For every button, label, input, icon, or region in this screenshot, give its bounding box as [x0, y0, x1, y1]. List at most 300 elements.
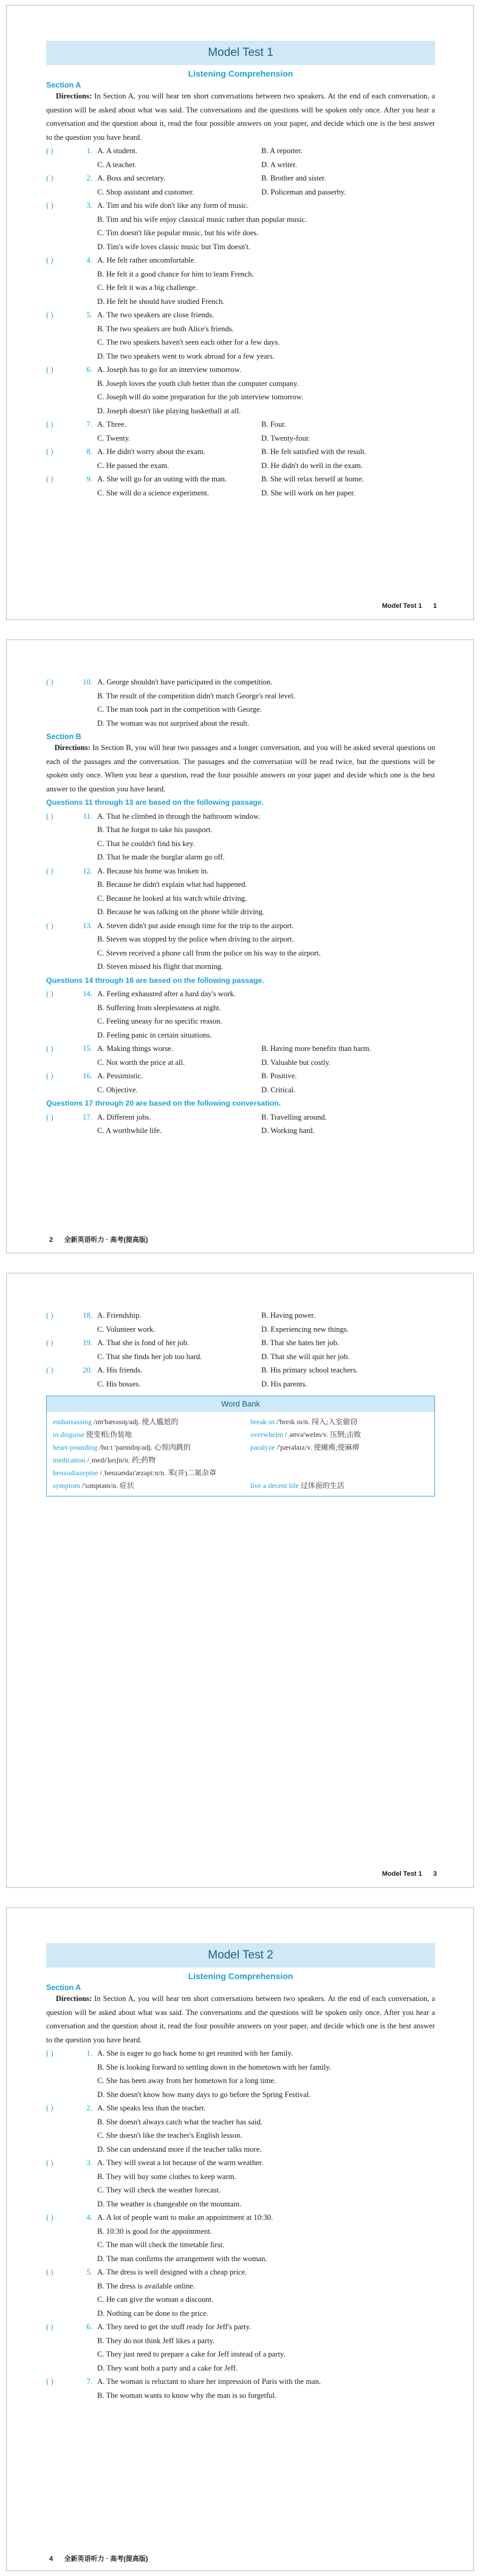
answer-blank: [46, 2225, 74, 2239]
answer-blank[interactable]: ( ): [46, 1338, 53, 1347]
option: A. A lot of people want to make an appointment at 10:30.: [97, 2213, 273, 2222]
directions: [46, 1992, 435, 2047]
question-item: [46, 1309, 435, 1336]
answer-blank[interactable]: ( ): [46, 811, 53, 821]
word-bank-entry: [250, 1467, 433, 1479]
page-4: [6, 1907, 474, 2571]
option: C. Feeling uneasy for no specific reason.: [97, 1017, 222, 1025]
question-number: 12.: [83, 866, 92, 875]
option-row: [46, 213, 435, 227]
option: C. He passed the exam.: [97, 461, 170, 470]
answer-blank: [46, 2074, 74, 2088]
question-list: [46, 1111, 435, 1138]
option: D. Critical.: [261, 1085, 296, 1094]
option: B. That he forgot to take his passport.: [97, 825, 213, 834]
answer-blank[interactable]: ( ): [46, 2049, 53, 2058]
option-pair: [97, 472, 425, 486]
question-number: [74, 2334, 97, 2348]
word: paralyze: [250, 1443, 275, 1452]
answer-blank: [46, 1350, 74, 1364]
option: C. The man will check the timetable first.: [97, 2240, 225, 2249]
word-bank-entry: [250, 1454, 433, 1467]
option-row: [46, 199, 435, 213]
answer-blank[interactable]: ( ): [46, 146, 53, 155]
word-definition: /ˌmedɪ'keɪʃn/n. 药;药物: [87, 1456, 156, 1464]
word-definition: 过体面的生活: [300, 1481, 345, 1490]
question-number: [74, 2115, 97, 2129]
option-row: [46, 2183, 435, 2197]
option-row: [46, 919, 435, 933]
option-row: [46, 2088, 435, 2102]
option-pair: [97, 158, 425, 172]
option-row: [46, 363, 435, 377]
question-list: [46, 987, 435, 1097]
answer-blank[interactable]: ( ): [46, 2377, 53, 2386]
option: D. Steven missed his flight that morning.: [97, 962, 224, 971]
word-bank-entry: [53, 1416, 250, 1428]
option-row: [46, 2061, 435, 2075]
option: D. Joseph doesn't like playing basketball at all.: [97, 406, 241, 415]
option-row: [46, 2170, 435, 2184]
page-3: [6, 1273, 474, 1888]
option-row: [46, 675, 435, 689]
question-number: 14.: [83, 990, 92, 998]
option-pair: [97, 1069, 425, 1083]
option: A. The dress is well designed with a cheap price.: [97, 2268, 247, 2276]
question-number: 15.: [83, 1044, 92, 1053]
option: B. Brother and sister.: [261, 174, 326, 182]
question-number: [74, 226, 97, 240]
option-row: [46, 322, 435, 336]
question-list: [46, 675, 435, 730]
page-2: [6, 639, 474, 1253]
option: D. That she will quit her job.: [261, 1352, 350, 1361]
passage-heading: Questions 11 through 13 are based on the following passage.: [46, 798, 264, 807]
word-definition: /'pærəlaɪz/v. 使瘫痪;使麻痹: [276, 1443, 360, 1452]
option: C. He can give the woman a discount.: [97, 2295, 214, 2304]
option-row: [46, 1336, 435, 1350]
answer-blank[interactable]: ( ): [46, 1072, 53, 1080]
word: heart-pounding: [53, 1443, 98, 1452]
answer-blank[interactable]: ( ): [46, 2268, 53, 2276]
question-item: [46, 2375, 435, 2402]
option-pair: [97, 459, 425, 473]
question-item: [46, 2156, 435, 2211]
page-footer: [49, 2554, 148, 2563]
answer-blank[interactable]: ( ): [46, 201, 53, 210]
option: A. Making things worse.: [97, 1044, 173, 1053]
option-row: [46, 2320, 435, 2334]
question-item: [46, 2211, 435, 2265]
option: D. Working hard.: [261, 1126, 315, 1135]
option: A. They will sweat a lot because of the warm weather.: [97, 2158, 264, 2167]
option-row: [46, 892, 435, 906]
option-row: [46, 946, 435, 960]
option: A. A student.: [97, 146, 137, 155]
word-bank-title: Word Bank: [47, 1396, 434, 1412]
answer-blank: [46, 2197, 74, 2211]
page-number: 2: [49, 1236, 53, 1244]
option: B. Suffering from sleeplessness at night.: [97, 1003, 221, 1012]
option-row: [46, 717, 435, 731]
answer-blank[interactable]: ( ): [46, 2213, 53, 2222]
word: break-in: [250, 1417, 275, 1426]
question-number: [74, 486, 97, 500]
answer-blank[interactable]: ( ): [46, 1311, 53, 1320]
option: C. Shop assistant and customer.: [97, 187, 194, 196]
option-pair: [97, 1124, 425, 1138]
option-row: [46, 1111, 435, 1124]
option-pair: [97, 1377, 425, 1391]
question-number: 1.: [86, 2049, 92, 2058]
option-pair: [97, 1323, 425, 1337]
word-bank-entry: [53, 1428, 250, 1441]
option-row: [46, 226, 435, 240]
question-item: [46, 363, 435, 418]
option-row: [46, 2307, 435, 2321]
question-number: [74, 267, 97, 281]
question-number: 6.: [86, 365, 92, 374]
question-number: [74, 689, 97, 703]
option: C. She will do a science experiment.: [97, 488, 209, 497]
word: live a decent life: [250, 1481, 299, 1490]
option-row: [46, 2129, 435, 2143]
option-row: [46, 1363, 435, 1377]
page-1: [6, 5, 474, 620]
option-pair: [97, 1042, 425, 1056]
word-bank-entry: [53, 1479, 250, 1492]
option: C. The man took part in the competition with George.: [97, 705, 262, 714]
answer-blank: [46, 281, 74, 295]
option: D. They want both a party and a cake for Jeff.: [97, 2363, 238, 2372]
answer-blank: [46, 377, 74, 391]
option-row: [46, 390, 435, 404]
option: A. The woman is reluctant to share her impression of Paris with the man.: [97, 2377, 321, 2386]
question-number: [74, 823, 97, 837]
answer-blank: [46, 2279, 74, 2293]
option-pair: [97, 486, 425, 500]
question-number: 8.: [86, 447, 92, 456]
question-number: 6.: [86, 2323, 92, 2331]
answer-blank: [46, 905, 74, 919]
option: B. Having power.: [261, 1311, 315, 1320]
option-row: [46, 2375, 435, 2389]
footer-title: Model Test 1: [382, 1870, 422, 1878]
word-definition: /'breɪk ɪn/n. 闯入;入室偷窃: [276, 1417, 358, 1426]
option: D. The weather is changeable on the mountain.: [97, 2199, 242, 2208]
question-number: 20.: [83, 1366, 92, 1374]
answer-blank: [46, 1124, 74, 1138]
option-row: [46, 2265, 435, 2279]
option: D. He didn't do well in the exam.: [261, 461, 363, 470]
answer-blank[interactable]: ( ): [46, 1044, 53, 1053]
option-row: [46, 850, 435, 864]
option: C. They will check the weather forecast.: [97, 2186, 221, 2194]
option: B. She is looking forward to settling down in the hometown with her family.: [97, 2062, 331, 2071]
answer-blank[interactable]: ( ): [46, 1366, 53, 1374]
answer-blank[interactable]: ( ): [46, 2158, 53, 2167]
option: C. They just need to prepare a cake for Jeff instead of a party.: [97, 2350, 286, 2358]
answer-blank: [46, 2389, 74, 2403]
answer-blank[interactable]: ( ): [46, 990, 53, 998]
option: A. Joseph has to go for an interview tomorrow.: [97, 365, 242, 374]
question-number: [74, 932, 97, 946]
answer-blank: [46, 486, 74, 500]
word: embarrassing: [53, 1417, 92, 1426]
question-number: [74, 336, 97, 350]
question-number: [74, 1014, 97, 1028]
option: A. George shouldn't have participated in the competition.: [97, 678, 273, 686]
question-number: [74, 2361, 97, 2375]
question-number: [74, 390, 97, 404]
option-row: [46, 158, 435, 172]
question-number: [74, 2129, 97, 2143]
question-number: [74, 1001, 97, 1015]
directions-text: In Section A, you will hear ten short conversations between two speakers. At the end of each conversation, a question will be asked about what was said. The conversations and the questions will be spoken only once. After you hear a conversation and the question about it, read the four possible answers on your paper, and decide which one is the best answer to the question you have heard.: [46, 92, 435, 142]
question-number: 4.: [86, 2213, 92, 2222]
answer-blank: [46, 717, 74, 731]
question-number: [74, 2307, 97, 2321]
option: B. The dress is available online.: [97, 2281, 196, 2290]
answer-blank[interactable]: ( ): [46, 174, 53, 182]
option: A. She will go for an outing with the man.: [97, 475, 227, 483]
section-a-label: Section A: [46, 1983, 81, 1992]
option: D. She can understand more if the teacher talks more.: [97, 2144, 262, 2154]
answer-blank: [46, 2143, 74, 2157]
option-row: [46, 932, 435, 946]
option: A. She speaks less than the teacher.: [97, 2104, 206, 2112]
question-number: [74, 2252, 97, 2266]
option: B. They will buy some clothes to keep warm.: [97, 2172, 236, 2181]
option-row: [46, 295, 435, 309]
answer-blank[interactable]: ( ): [46, 311, 53, 319]
question-number: [74, 878, 97, 892]
answer-blank[interactable]: ( ): [46, 866, 53, 875]
question-number: [74, 2088, 97, 2102]
question-number: [74, 717, 97, 731]
question-number: 2.: [86, 174, 92, 182]
answer-blank: [46, 336, 74, 350]
option-row: [46, 2225, 435, 2239]
word-bank-entry: [250, 1441, 433, 1454]
footer-title: 全新英语听力 · 高考(提高版): [64, 2555, 148, 2563]
answer-blank[interactable]: ( ): [46, 921, 53, 930]
option: C. Volunteer work.: [97, 1324, 156, 1334]
question-number: [74, 2279, 97, 2293]
option-pair: [97, 1336, 425, 1350]
question-number: [74, 1323, 97, 1337]
option: D. That he made the burglar alarm go off.: [97, 853, 225, 861]
page-footer: [49, 1235, 148, 1244]
question-item: [46, 675, 435, 730]
option: B. Because he didn't explain what had happened.: [97, 880, 247, 889]
answer-blank: [46, 850, 74, 864]
directions-lead: Directions:: [55, 92, 92, 100]
answer-blank: [46, 1377, 74, 1391]
option: D. Nothing can be done to the price.: [97, 2309, 208, 2318]
question-number: [74, 1124, 97, 1138]
answer-blank[interactable]: ( ): [46, 420, 53, 429]
question-item: [46, 418, 435, 445]
answer-blank: [46, 1056, 74, 1070]
answer-blank: [46, 946, 74, 960]
option-pair: [97, 171, 425, 185]
option: A. His friends.: [97, 1366, 143, 1374]
option: B. Steven was stopped by the police when driving to the airport.: [97, 935, 294, 943]
section-a-label: Section A: [46, 81, 81, 89]
question-item: [46, 1111, 435, 1138]
answer-blank[interactable]: ( ): [46, 475, 53, 483]
answer-blank: [46, 267, 74, 281]
option: C. Joseph will do some preparation for the job interview tomorrow.: [97, 393, 304, 401]
option: D. Tim's wife loves classic music but Tim doesn't.: [97, 242, 251, 251]
option: D. Twenty-four.: [261, 433, 310, 443]
answer-blank: [46, 322, 74, 336]
answer-blank[interactable]: ( ): [46, 256, 53, 264]
option-row: [46, 308, 435, 322]
question-item: [46, 2265, 435, 2320]
option: C. Steven received a phone call from the police on his way to the airport.: [97, 948, 321, 957]
option: A. Tim and his wife don't like any form of music.: [97, 201, 249, 210]
question-number: [74, 322, 97, 336]
word-bank-entry: [250, 1416, 433, 1428]
question-number: [74, 459, 97, 473]
option-row: [46, 144, 435, 158]
question-item: [46, 919, 435, 974]
option-row: [46, 2279, 435, 2293]
option: D. He felt he should have studied French.: [97, 297, 225, 306]
option-row: [46, 2293, 435, 2307]
question-number: 4.: [86, 256, 92, 264]
question-number: [74, 281, 97, 295]
question-number: [74, 1377, 97, 1391]
word-bank-entry: [250, 1428, 433, 1441]
directions-text: In Section A, you will hear ten short conversations between two speakers. At the end of each conversation, a question will be asked about what was said. The conversations and the questions will be spoken only once. After you hear a conversation and the question about it, read the four possible answers on your paper, and decide which one is the best answer to the question you have heard.: [46, 1994, 435, 2044]
answer-blank: [46, 226, 74, 240]
option: C. She doesn't like the teacher's English lesson.: [97, 2131, 242, 2140]
option-row: [46, 1350, 435, 1364]
answer-blank[interactable]: ( ): [46, 678, 53, 686]
option: D. His parents.: [261, 1379, 307, 1388]
option-row: [46, 1056, 435, 1070]
question-number: 19.: [83, 1338, 92, 1347]
option: D. She will work on her paper.: [261, 488, 355, 497]
question-number: [74, 960, 97, 974]
option-pair: [97, 418, 425, 432]
answer-blank: [46, 878, 74, 892]
question-list: [46, 2047, 435, 2402]
option: D. The woman was not surprised about the result.: [97, 718, 250, 728]
option: B. 10:30 is good for the appointment.: [97, 2226, 212, 2236]
option: B. He felt satisfied with the result.: [261, 447, 366, 456]
option-row: [46, 878, 435, 892]
question-number: [74, 1028, 97, 1042]
question-item: [46, 472, 435, 500]
option: C. Objective.: [97, 1085, 138, 1094]
option: B. The woman wants to know why the man is so forgetful.: [97, 2391, 277, 2400]
question-number: [74, 158, 97, 172]
question-number: 17.: [83, 1112, 92, 1121]
answer-blank[interactable]: ( ): [46, 2104, 53, 2112]
option: D. The two speakers went to work abroad for a few years.: [97, 351, 275, 360]
option-pair: [97, 185, 425, 199]
option: A. Because his home was broken in.: [97, 866, 209, 875]
option-row: [46, 2115, 435, 2129]
answer-blank: [46, 2347, 74, 2361]
option-row: [46, 2074, 435, 2088]
page-footer: [382, 1870, 437, 1878]
question-number: 5.: [86, 311, 92, 319]
question-number: [74, 2238, 97, 2252]
word-bank-entry: [250, 1479, 433, 1492]
question-list: [46, 144, 435, 500]
section-subtitle: Listening Comprehension: [188, 1971, 293, 1981]
page-number: 1: [433, 602, 437, 610]
footer-title: 全新英语听力 · 高考(提高版): [64, 1236, 148, 1244]
option: A. The two speakers are close friends.: [97, 311, 214, 319]
question-number: [74, 837, 97, 851]
answer-blank: [46, 960, 74, 974]
option-row: [46, 2143, 435, 2157]
answer-blank: [46, 1083, 74, 1097]
option-pair: [97, 445, 425, 459]
option: B. His primary school teachers.: [261, 1366, 358, 1374]
option-row: [46, 1014, 435, 1028]
option-row: [46, 837, 435, 851]
option-row: [46, 240, 435, 254]
question-item: [46, 253, 435, 308]
option-pair: [97, 144, 425, 158]
option-row: [46, 185, 435, 199]
answer-blank[interactable]: ( ): [46, 447, 53, 456]
option: D. Experiencing new things.: [261, 1324, 349, 1334]
option: D. A writer.: [261, 160, 297, 169]
question-number: 3.: [86, 201, 92, 210]
option: B. She will relax herself at home.: [261, 475, 364, 483]
option-row: [46, 1042, 435, 1056]
option: A. Friendship.: [97, 1311, 142, 1320]
option: B. Positive.: [261, 1072, 297, 1080]
answer-blank: [46, 703, 74, 717]
option: D. The man confirms the arrangement with the woman.: [97, 2254, 267, 2263]
answer-blank[interactable]: ( ): [46, 365, 53, 374]
word-definition: /ɪm'bærəsɪŋ/adj. 使人尴尬的: [93, 1417, 179, 1426]
answer-blank: [46, 1028, 74, 1042]
question-number: 11.: [83, 811, 92, 821]
option: B. The two speakers are both Alice's friends.: [97, 324, 234, 333]
question-number: 3.: [86, 2158, 92, 2167]
option: A. She is eager to go back home to get reunited with her family.: [97, 2049, 293, 2058]
question-number: [74, 2074, 97, 2088]
option: C. A teacher.: [97, 160, 137, 169]
section-subtitle: Listening Comprehension: [188, 69, 293, 78]
answer-blank[interactable]: ( ): [46, 1112, 53, 1121]
question-number: 7.: [86, 2377, 92, 2386]
option-row: [46, 377, 435, 391]
word-bank-entry: [53, 1467, 250, 1479]
option: C. She has been away from her hometown for a long time.: [97, 2076, 276, 2085]
word-definition: 使变相;伪装地: [86, 1430, 132, 1439]
answer-blank[interactable]: ( ): [46, 2323, 53, 2331]
answer-blank: [46, 2115, 74, 2129]
answer-blank: [46, 240, 74, 254]
option-row: [46, 418, 435, 432]
question-item: [46, 308, 435, 363]
option: C. His bosses.: [97, 1379, 141, 1388]
option: D. Policeman and passerby.: [261, 187, 346, 196]
question-item: [46, 810, 435, 864]
option-pair: [97, 1083, 425, 1097]
